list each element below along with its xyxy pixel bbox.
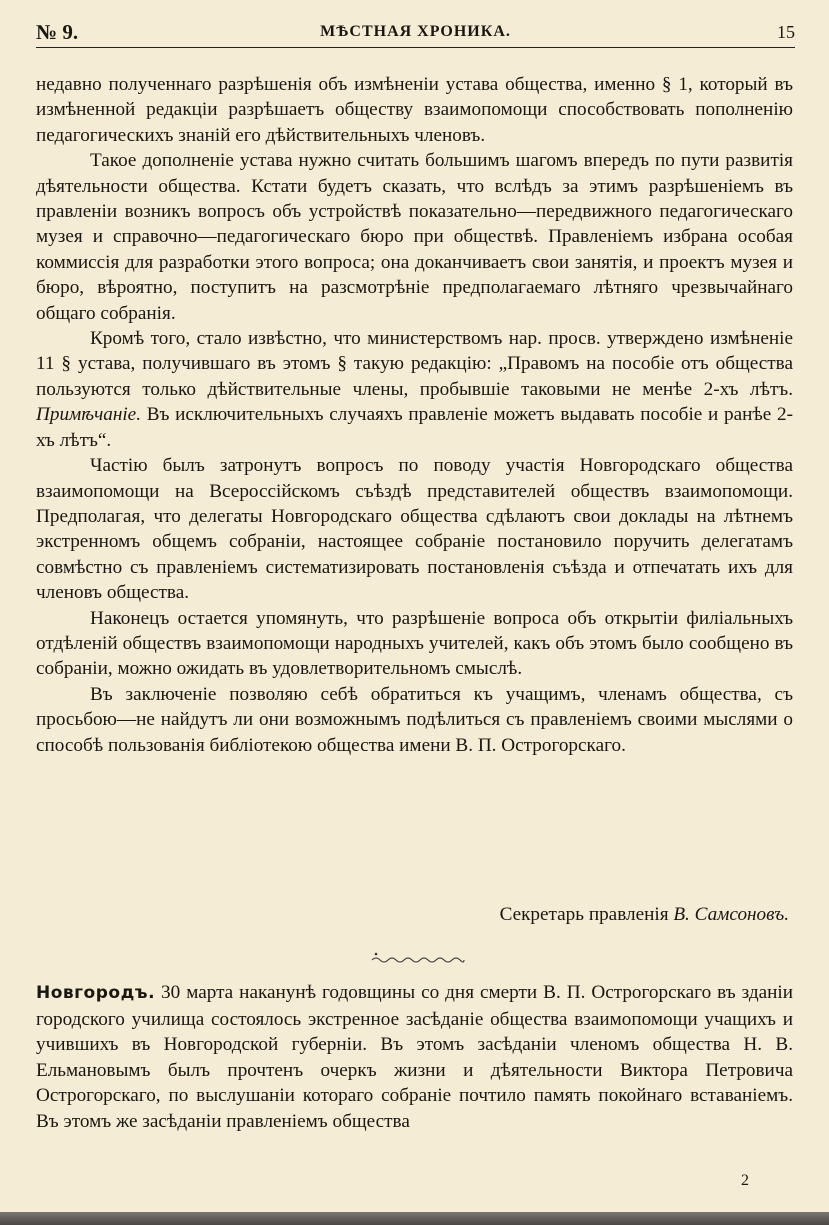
news-item <box>36 980 793 1135</box>
news-paragraph <box>36 980 793 1135</box>
section-divider <box>370 952 466 964</box>
paragraph-5: Наконецъ остается упомянуть, что разрѣшеніе вопроса объ открытіи филіальныхъ отдѣленій обществъ взаимопомощи народныхъ учителей, какъ объ этомъ было сообщено въ собраніи, можно ожидать въ удовлетворительномъ смыслѣ. <box>36 607 793 680</box>
signature-prefix: Секретарь правленія <box>499 904 669 925</box>
running-head <box>36 14 795 48</box>
paragraph-3 <box>36 326 793 453</box>
section-title: МѢСТНАЯ ХРОНИКА. <box>320 23 511 40</box>
paragraph-2: Такое дополненіе устава нужно считать большимъ шагомъ впередъ по пути развитія дѣятельности общества. Кстати будетъ сказать, что вслѣдъ за этимъ разрѣшеніемъ въ правленіи возникъ вопросъ объ устройствѣ показательно—передвижного педагогическаго музея и справочно—педагогическаго бюро при обществѣ. Правленіемъ избрана особая коммиссія для разработки этого вопроса; она доканчиваетъ свои занятія, и проектъ музея и бюро, вѣроятно, поступитъ на разсмотрѣніе предполагаемаго лѣтняго чрезвычайнаго общаго собранія. <box>36 150 793 324</box>
note-label: Примѣчаніе. <box>36 404 141 426</box>
issue-number: № 9. <box>36 20 79 44</box>
signature-name: В. Самсоновъ. <box>673 904 789 925</box>
paragraph-3-text: Кромѣ того, стало извѣстно, что министерствомъ нар. просв. утверждено измѣненіе 11 § устава, получившаго въ этомъ § такую редакцію: „Правомъ на пособіе отъ общества пользуются только дѣйствительные члены, пробывшіе таковыми не менѣе 2-хъ лѣтъ. <box>36 328 793 400</box>
paragraph-6: Въ заключеніе позволяю себѣ обратиться къ учащимъ, членамъ общества, съ просьбою—не найдутъ ли они возможнымъ подѣлиться съ правленіемъ своими мыслями о способѣ пользованія библіотекою общества имени В. П. Острогорскаго. <box>36 683 793 756</box>
paragraph-1: недавно полученнаго разрѣшенія объ измѣненіи устава общества, именно § 1, который въ измѣненной редакціи разрѣшаетъ обществу взаимопомощи способствовать пополненію педагогическихъ знаній его дѣйствительныхъ членовъ. <box>36 74 793 146</box>
paragraph-4: Частію былъ затронутъ вопросъ по поводу участія Новгородскаго общества взаимопомощи на Всероссійскомъ съѣздѣ представителей обществъ взаимопомощи. Предполагая, что делегаты Новгородскаго общества сдѣлаютъ свои доклады на лѣтнемъ экстренномъ общемъ собраніи, настоящее собраніе постановило поручить делегатамъ совмѣстно съ правленіемъ систематизировать постановленія съѣзда и отпечатать ихъ для членовъ общества. <box>36 455 793 604</box>
signature <box>36 904 789 926</box>
signature-mark: 2 <box>741 1172 749 1189</box>
header-rule <box>36 47 795 48</box>
article-body <box>36 72 793 758</box>
news-text: 30 марта наканунѣ годовщины со дня смерти В. П. Острогорскаго въ зданіи городского училища состоялось экстренное засѣданіе общества взаимопомощи учащихъ и учившихъ въ Новгородской губерніи. Въ этомъ засѣданіи членомъ общества Н. В. Ельмановымъ былъ прочтенъ очеркъ жизни и дѣятельности Виктора Петровича Острогорскаго, по выслушаніи котораго собраніе почтило память покойнаго вставаніемъ. Въ этомъ же засѣданіи правленіемъ общества <box>36 982 793 1132</box>
news-dateline: Новгородъ. <box>36 983 156 1003</box>
page-number: 15 <box>777 22 795 42</box>
note-text: Въ исключительныхъ случаяхъ правленіе можетъ выдавать пособіе и ранѣе 2-хъ лѣтъ“. <box>36 404 793 451</box>
scan-edge <box>0 1212 829 1225</box>
